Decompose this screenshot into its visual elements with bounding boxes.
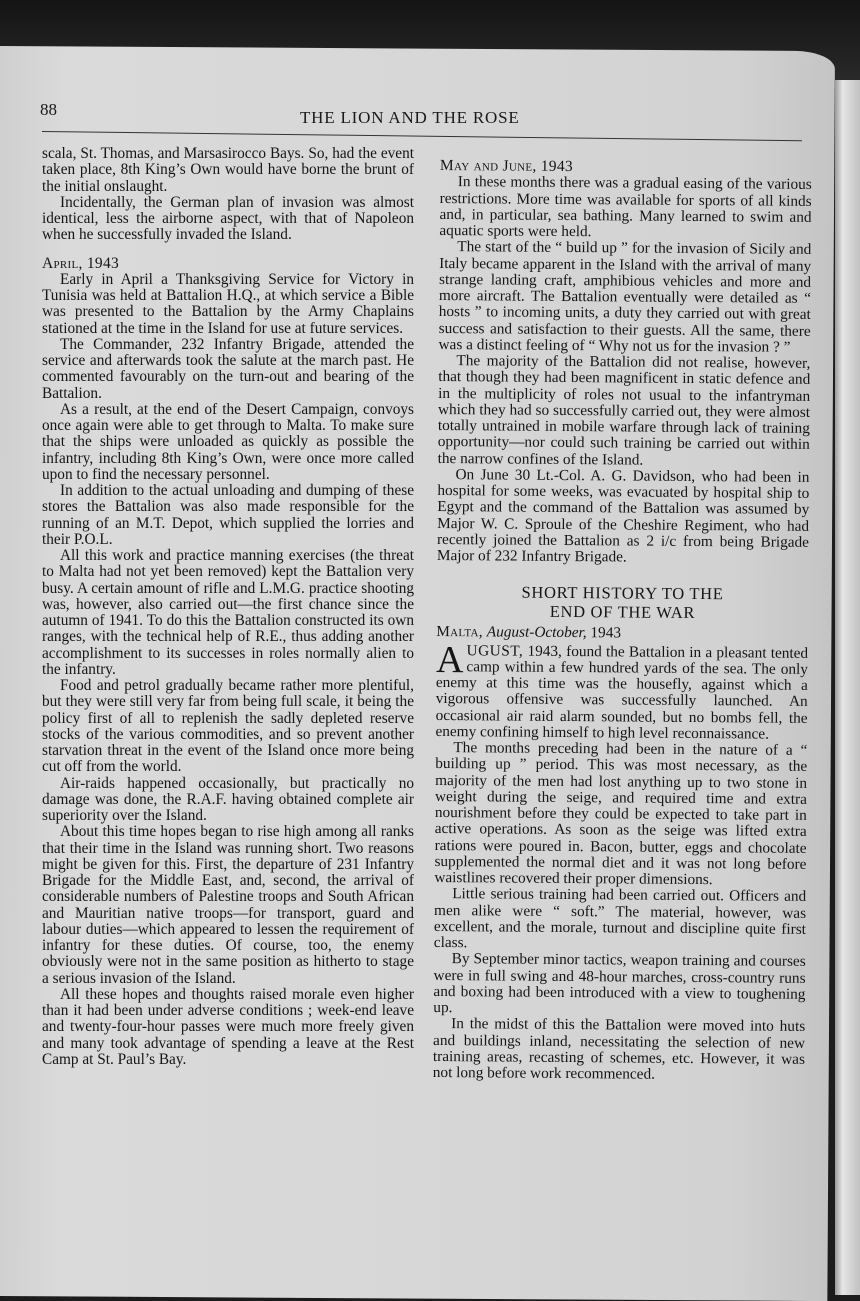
- paragraph: Food and petrol gradually became rather more plentiful, but they were still very far from being full scale, it being the policy first of all to replenish the sadly depleted reserve stocks of the various commodities, and so prevent another starvation threat in the event of the Island once more being cut off from the world.: [42, 677, 414, 776]
- paragraph: By September minor tactics, weapon training and courses were in full swing and 48-hour marches, cross-country runs and boxing had been introduced with a view to toughening up.: [433, 950, 806, 1017]
- paragraph: The start of the “ build up ” for the invasion of Sicily and Italy became apparent in the Island with the arrival of many strange landing craft, amphibious vehicles and more and more aircraft. The Battalion eventually were detailed as “ hosts ” to incoming units, a duty they carried out with great success and satisfaction to their guests. All the same, there was a distinct feeling of “ Why not us for the invasion ? ”: [438, 238, 812, 356]
- paragraph: Early in April a Thanksgiving Service for Victory in Tunisia was held at Battalion H.Q., at which service a Bible was presented to the Battalion by the Army Chaplains stationed at the time in the Island for use at future services.: [42, 270, 414, 337]
- paragraph: Little serious training had been carried out. Officers and men alike were “ soft.” The material, however, was excellent, and the morale, turnout and discipline quite first class.: [433, 885, 807, 952]
- paragraph: The Commander, 232 Infantry Brigade, attended the service and afterwards took the salute at the march past. He commented favourably on the turn-out and bearing of the Battalion.: [42, 335, 414, 402]
- right-column: [433, 158, 812, 1084]
- paragraph: In the midst of this the Battalion were moved into huts and buildings inland, necessitating the selection of new training areas, recasting of schemes, etc. However, it was not long before work recommenced.: [432, 1015, 806, 1083]
- chapter-title-line-1: SHORT HISTORY TO THE: [521, 582, 724, 604]
- subheading-place: Malta,: [436, 623, 484, 641]
- paragraph: All these hopes and thoughts raised morale even higher than it had been under adverse conditions ; week-end leave and twenty-four-hour passes were much more freely given and many took advantage of spending a leave at the Rest Camp at St. Paul’s Bay.: [42, 985, 414, 1068]
- paragraph: As a result, at the end of the Desert Campaign, convoys once again were able to get through to Malta. To make sure that the ships were unloaded as quickly as possible the infantry, including 8th King’s Own, were once more called upon to find the necessary personnel.: [42, 400, 414, 483]
- section-heading-april: April, 1943: [42, 254, 120, 272]
- paragraph: In these months there was a gradual easing of the various restrictions. More time was available for sports of all kinds and, in particular, sea bathing. Many learned to swim and aquatic sports were held.: [439, 173, 812, 241]
- opening-text: 1943, found the Battalion in a pleasant tented camp within a few hundred yards of the sea. The only enemy at this time was the housefly, against which a vigorous offensive was successfully launched. An occasional air raid alarm sounded, but no bombs fell, the enemy confining himself to high level reconnaissance.: [435, 642, 809, 743]
- subheading-year: 1943: [590, 624, 622, 642]
- paragraph: On June 30 Lt.-Col. A. G. Davidson, who had been in hospital for some weeks, was evacuated by hospital ship to Egypt and the command of the Battalion was assumed by Major W. C. Sproule of the Cheshire Regiment, who had recently joined the Battalion as 2 i/c from being Brigade Major of 232 Infantry Brigade.: [436, 465, 810, 566]
- paragraph: Incidentally, the German plan of invasion was almost identical, less the airborne aspect, with that of Napoleon when he successfully invaded the Island.: [42, 193, 414, 244]
- subheading-malta: [436, 624, 808, 643]
- left-column: [42, 146, 414, 1068]
- chapter-title: [436, 582, 808, 623]
- paragraph: Air-raids happened occasionally, but practically no damage was done, the R.A.F. having obtained complete air superiority over the Island.: [42, 774, 414, 824]
- opening-caps: UGUST,: [466, 641, 524, 660]
- subheading-dates: August-October,: [486, 623, 587, 642]
- running-head: THE LION AND THE ROSE: [300, 108, 520, 127]
- section-heading-may-june: May and June, 1943: [439, 157, 574, 176]
- paragraph: About this time hopes began to rise high among all ranks that their time in the Island was running short. Two reasons might be given for this. First, the departure of 231 Infantry Brigade for the Middle East, and, second, the arrival of considerable numbers of Palestine troops and South African and Mauritian native troops—for transport, guard and labour duties—which appeared to lessen the requirement of infantry for these duties. Of course, too, the enemy obviously were not in the same position as hitherto to stage a serious invasion of the Island.: [42, 823, 414, 987]
- opening-paragraph: [435, 638, 809, 743]
- paragraph: All this work and practice manning exercises (the threat to Malta had not yet been removed) kept the Battalion very busy. A certain amount of rifle and L.M.G. practice shooting was, however, also carried out—the first chance since the autumn of 1941. To do this the Battalion constructed its own ranges, with the technical help of R.E., thus adding another accomplishment to its successes in roles normally alien to the infantry.: [42, 547, 414, 678]
- paragraph: The months preceding had been in the nature of a “ building up ” period. This was most necessary, as the majority of the men had lost anything up to two stone in weight during the seige, and required time and extra nourishment before they could be expected to take part in active operations. As soon as the seige was lifted extra rations were poured in. Bacon, butter, eggs and chocolate supplemented the normal diet and it was not long before waistlines recovered their proper dimensions.: [434, 739, 808, 889]
- paragraph: scala, St. Thomas, and Marsasirocco Bays. So, had the event taken place, 8th King’s Own would have borne the brunt of the initial onslaught.: [42, 145, 414, 195]
- page-number: 88: [40, 100, 57, 119]
- drop-cap: A: [435, 638, 464, 681]
- paragraph: In addition to the actual unloading and dumping of these stores the Battalion was also made responsible for the running of an M.T. Depot, which supplied the lorries and their P.O.L.: [42, 482, 414, 548]
- paragraph: The majority of the Battalion did not realise, however, that though they had been magnificent in static defence and in the multiplicity of roles not usual to the infantryman which they had so successfully carried out, they were almost totally untrained in mobile warfare through lack of training opportunity—nor could such training be carried out within the narrow confines of the Island.: [437, 352, 811, 469]
- chapter-title-line-2: END OF THE WAR: [549, 602, 696, 623]
- next-page-edge: [835, 80, 860, 1295]
